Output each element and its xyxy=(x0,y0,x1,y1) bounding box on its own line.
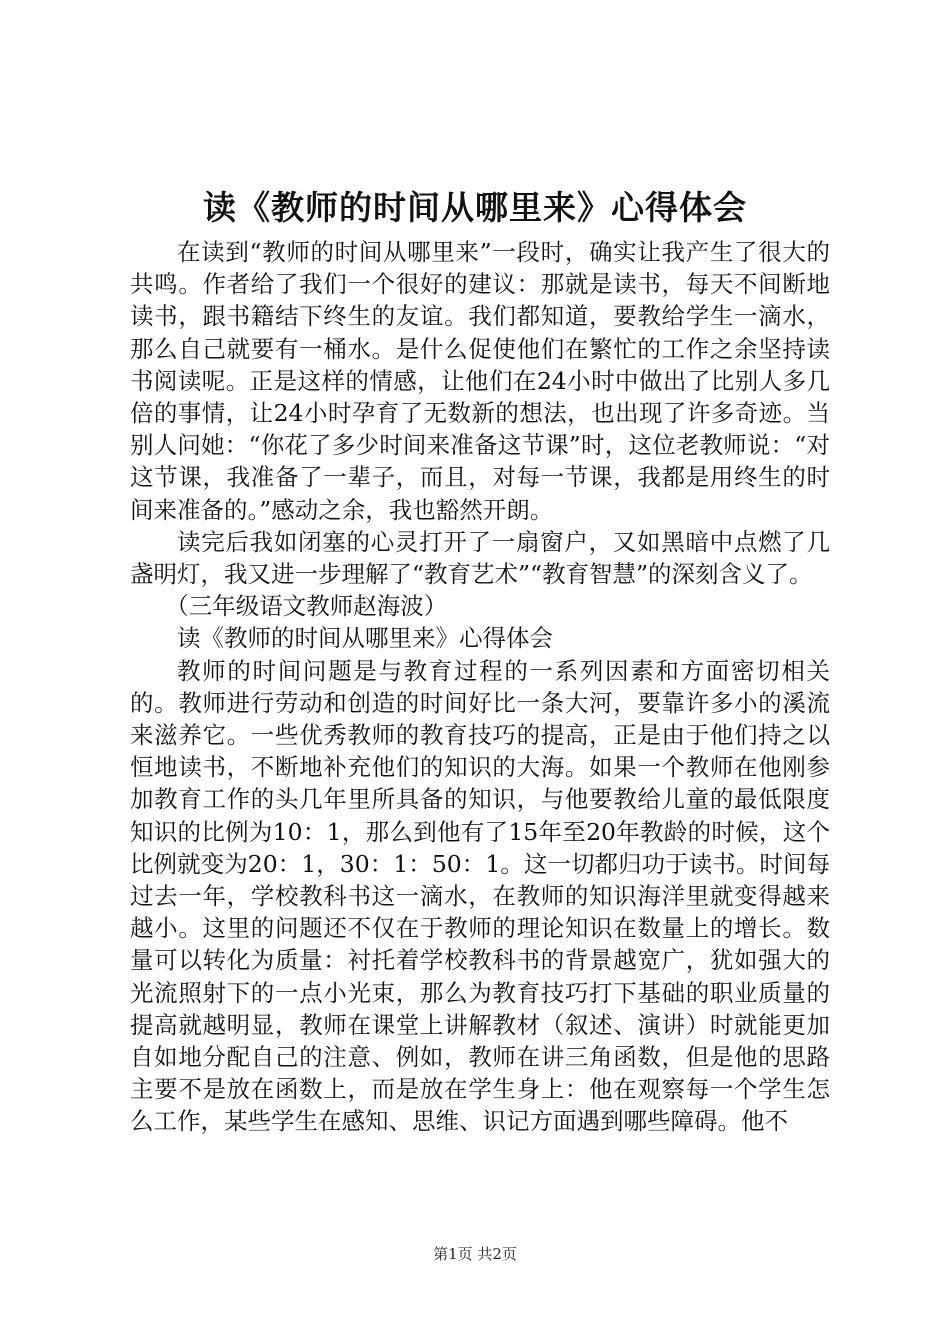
author-signature: （三年级语文教师赵海波） xyxy=(165,592,448,621)
paragraph-2: 读完后我如闭塞的心灵打开了一扇窗户，又如黑暗中点燃了几盏明灯，我又进一步理解了“教育艺术”“教育智慧”的深刻含义了。 xyxy=(130,527,830,589)
document-title: 读《教师的时间从哪里来》心得体会 xyxy=(203,188,747,227)
paragraph-1: 在读到“教师的时间从哪里来”一段时，确实让我产生了很大的共鸣。作者给了我们一个很好的建议：那就是读书，每天不间断地读书，跟书籍结下终生的友谊。我们都知道，要教给学生一滴水，那么自己就要有一桶水。是什么促使他们在繁忙的工作之余坚持读书阅读呢。正是这样的情感，让他们在24小时中做出了比别人多几倍的事情，让24小时孕育了无数新的想法，也出现了许多奇迹。当别人问她：“你花了多少时间来准备这节课”时，这位老教师说：“对这节课，我准备了一辈子，而且，对每一节课，我都是用终生的时间来准备的。”感动之余，我也豁然开朗。 xyxy=(130,238,830,524)
section-subtitle: 读《教师的时间从哪里来》心得体会 xyxy=(177,624,553,653)
paragraph-3: 教师的时间问题是与教育过程的一系列因素和方面密切相关的。教师进行劳动和创造的时间好比一条大河，要靠许多小的溪流来滋养它。一些优秀教师的教育技巧的提高，正是由于他们持之以恒地读书，不断地补充他们的知识的大海。如果一个教师在他刚参加教育工作的头几年里所具备的知识，与他要教给儿童的最低限度知识的比例为10：1，那么到他有了15年至20年教龄的时候，这个比例就变为20：1，30：1：50：1。这一切都归功于读书。时间每过去一年，学校教科书这一滴水，在教师的知识海洋里就变得越来越小。这里的问题还不仅在于教师的理论知识在数量上的增长。数量可以转化为质量：衬托着学校教科书的背景越宽广，犹如强大的光流照射下的一点小光束，那么为教育技巧打下基础的职业质量的提高就越明显，教师在课堂上讲解教材（叙述、演讲）时就能更加自如地分配自己的注意、例如，教师在讲三角函数，但是他的思路主要不是放在函数上，而是放在学生身上：他在观察每一个学生怎么工作，某些学生在感知、思维、识记方面遇到哪些障碍。他不 xyxy=(130,656,830,1136)
page-footer: 第1页 共2页 xyxy=(433,1245,517,1263)
document-body xyxy=(130,236,830,1138)
